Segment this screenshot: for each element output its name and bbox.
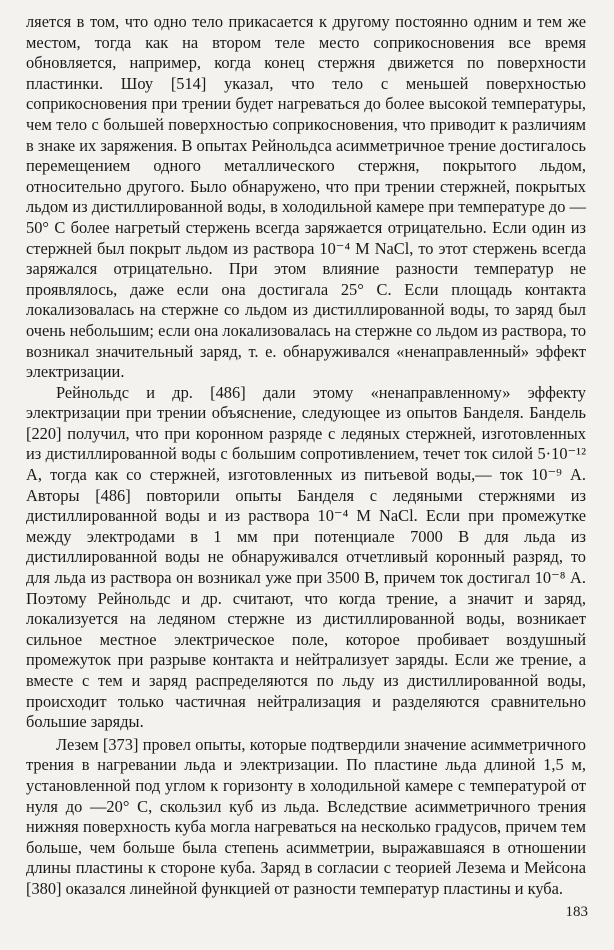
page-body <box>26 12 586 900</box>
paragraph-2: Рейнольдс и др. [486] дали этому «ненаправленному» эффекту электризации при трении объяснение, следующее из опытов Банделя. Бандель [220] получил, что при коронном разряде с ледяных стержней, изготовленных из дистиллированной воды с большим сопротивлением, течет ток силой 5·10⁻¹² А, тогда как со стержней, изготовленных из питьевой воды,— ток 10⁻⁹ А. Авторы [486] повторили опыты Банделя с ледяными стержнями из дистиллированной воды и из раствора 10⁻⁴ М NaCl. Если при промежутке между электродами в 1 мм при потенциале 7000 В для льда из дистиллированной воды не обнаруживался отчетливый коронный разряд, то для льда из раствора он возникал уже при 3500 В, причем ток достигал 10⁻⁸ А. Поэтому Рейнольдс и др. считают, что когда трение, а значит и заряд, локализуется на ледяном стержне из дистиллированной воды, возникает сильное местное электрическое поле, которое пробивает воздушный промежуток при разрыве контакта и нейтрализует заряды. Если же трение, а вместе с тем и заряд распределяются по льду из дистиллированной воды, происходит только частичная нейтрализация и разделяются сравнительно большие заряды. <box>26 382 586 732</box>
paragraph-3: Лезем [373] провел опыты, которые подтвердили значение асимметричного трения в нагревании льда и электризации. По пластине льда длиной 1,5 м, установленной под углом к горизонту в холодильной камере с температурой от нуля до —20° С, скользил куб из льда. Вследствие асимметричного трения нижняя поверхность куба могла нагреваться на несколько градусов, причем тем больше, чем больше была степень асимметрии, выражавшаяся в отношении длины пластины к стороне куба. Заряд в согласии с теорией Лезема и Мейсона [380] оказался линейной функцией от разности температур пластины и куба. <box>26 734 586 898</box>
paragraph-1: ляется в том, что одно тело прикасается к другому постоянно одним и тем же местом, тогда как на втором теле место соприкосновения все время обновляется, например, когда конец стержня движется по поверхности пластинки. Шоу [514] указал, что тело с меньшей поверхностью соприкосновения при трении будет нагреваться до более высокой температуры, чем тело с большей поверхностью соприкосновения, что приводит к различиям в знаке их заряжения. В опытах Рейнольдса асимметричное трение достигалось перемещением одного металлического стержня, покрытого льдом, относительно другого. Было обнаружено, что при трении стержней, покрытых льдом из дистиллированной воды, в холодильной камере при температуре до —50° С более нагретый стержень всегда заряжается отрицательно. Если один из стержней был покрыт льдом из раствора 10⁻⁴ М NaCl, то этот стержень всегда заряжался отрицательно. При этом влияние разности температур не проявлялось, даже если она достигала 25° С. Если площадь контакта локализовалась на стержне со льдом из дистиллированной воды, то заряд был очень небольшим; если она локализовалась на стержне со льдом из раствора, то возникал значительный заряд, т. е. обнаруживался «ненаправленный» эффект электризации. <box>26 12 587 382</box>
page-number: 183 <box>565 904 588 920</box>
